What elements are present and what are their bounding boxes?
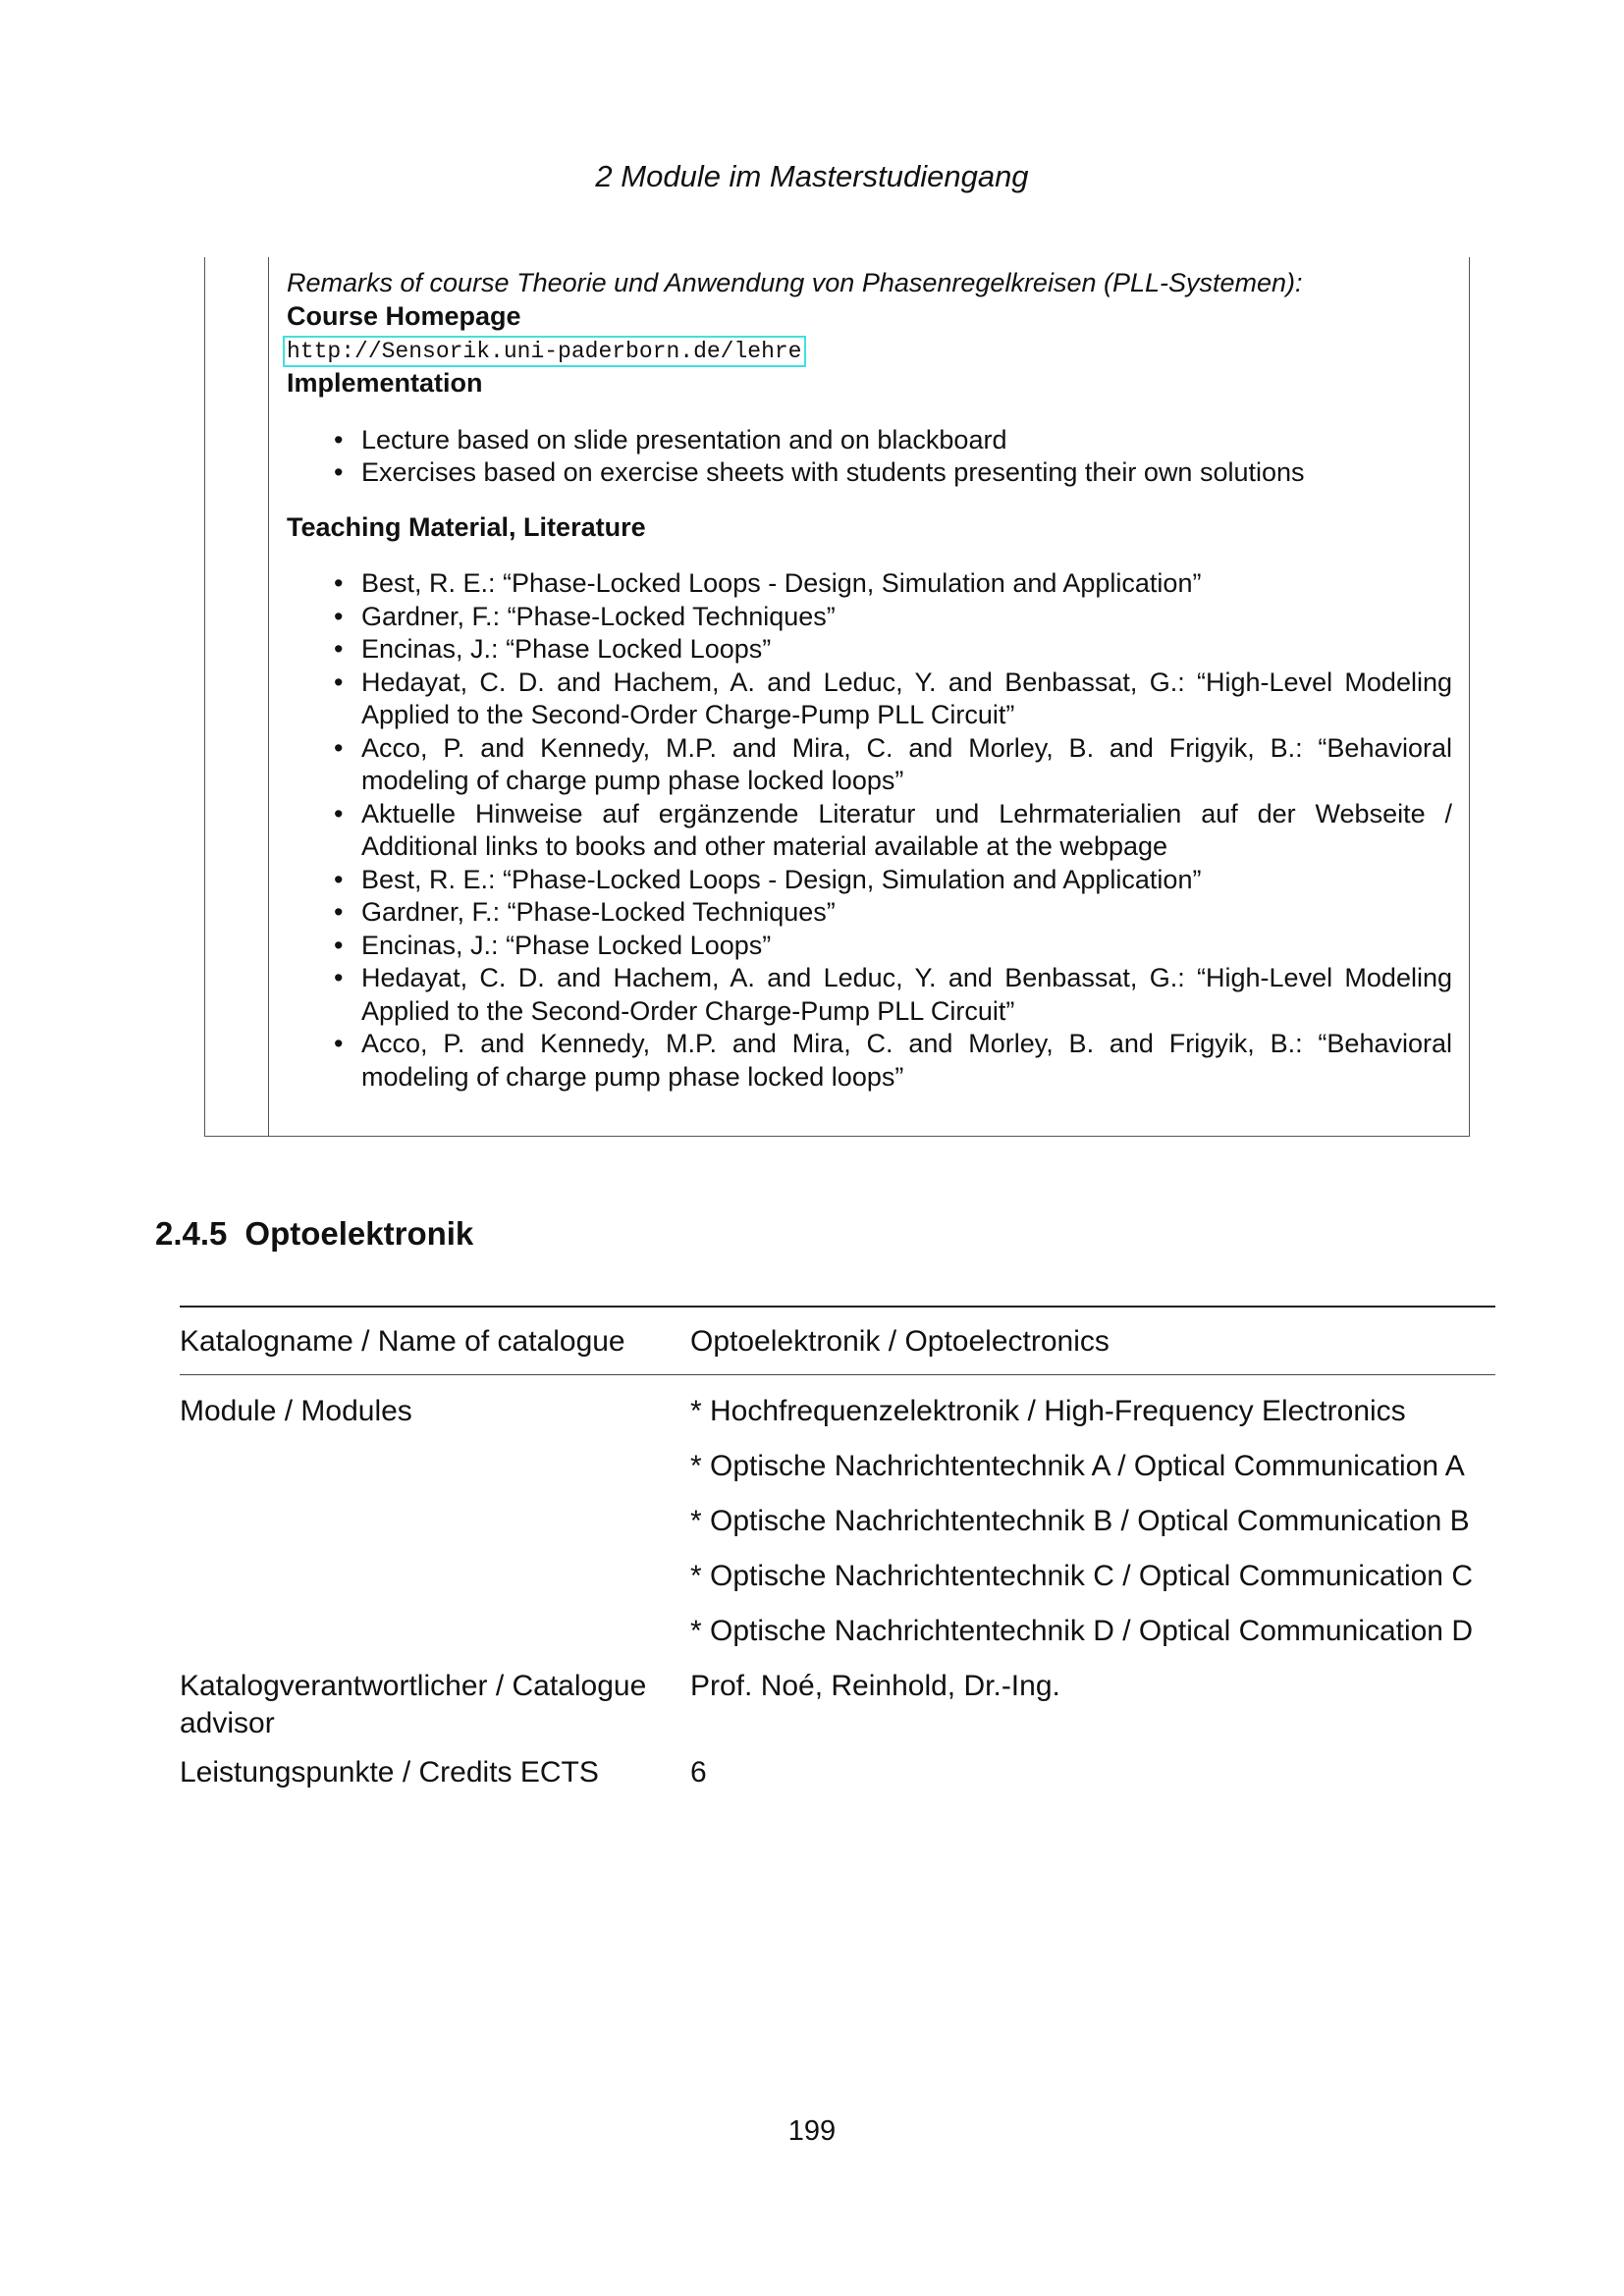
section-number: 2.4.5 [155, 1215, 228, 1252]
module-item: * Hochfrequenzelektronik / High-Frequency Electronics [690, 1395, 1406, 1427]
table-row [180, 1375, 1495, 1668]
running-header: 2 Module im Masterstudiengang [595, 159, 1029, 193]
table-row [180, 1742, 1495, 1791]
catalogue-advisor-label: Katalogverantwortlicher / Catalogue advisor [180, 1670, 647, 1739]
list-item: • Lecture based on slide presentation and on blackboard [361, 424, 1452, 457]
credits-label: Leistungspunkte / Credits ECTS [180, 1756, 599, 1789]
list-item: • Gardner, F.: “Phase-Locked Techniques” [361, 601, 1452, 634]
list-item: • Encinas, J.: “Phase Locked Loops” [361, 633, 1452, 667]
modules-list [690, 1393, 1495, 1668]
table-row [180, 1668, 1495, 1742]
list-item: • Acco, P. and Kennedy, M.P. and Mira, C. and Morley, B. and Frigyik, B.: “Behavioral modeling of charge pump phase locked loops” [361, 1028, 1452, 1094]
list-item: • Acco, P. and Kennedy, M.P. and Mira, C. and Morley, B. and Frigyik, B.: “Behavioral modeling of charge pump phase locked loops” [361, 732, 1452, 798]
section-heading [155, 1214, 473, 1254]
list-item: • Aktuelle Hinweise auf ergänzende Literatur und Lehrmaterialien auf der Webseite / Additional links to books and other material available at the webpage [361, 798, 1452, 864]
module-item: * Optische Nachrichtentechnik B / Optical Communication B [690, 1505, 1470, 1537]
module-item: * Optische Nachrichtentechnik D / Optical Communication D [690, 1615, 1473, 1647]
module-item: * Optische Nachrichtentechnik A / Optical Communication A [690, 1450, 1465, 1482]
remarks-box [204, 257, 1470, 1137]
remarks-content [287, 267, 1452, 1115]
table-row [180, 1308, 1495, 1374]
literature-list [287, 567, 1452, 1094]
list-item: • Hedayat, C. D. and Hachem, A. and Leduc, Y. and Benbassat, G.: “High-Level Modeling Applied to the Second-Order Charge-Pump PLL Circuit” [361, 962, 1452, 1028]
implementation-label: Implementation [287, 368, 483, 398]
list-item: • Hedayat, C. D. and Hachem, A. and Leduc, Y. and Benbassat, G.: “High-Level Modeling Applied to the Second-Order Charge-Pump PLL Circuit” [361, 667, 1452, 732]
remarks-gutter-divider [268, 257, 269, 1136]
implementation-list [287, 424, 1452, 490]
literature-label: Teaching Material, Literature [287, 511, 646, 542]
list-item: • Gardner, F.: “Phase-Locked Techniques” [361, 896, 1452, 930]
course-homepage-label: Course Homepage [287, 300, 521, 331]
section-title: Optoelektronik [244, 1215, 474, 1252]
credits-value: 6 [690, 1756, 707, 1789]
catalogue-advisor-value: Prof. Noé, Reinhold, Dr.-Ing. [690, 1670, 1060, 1702]
list-item: • Best, R. E.: “Phase-Locked Loops - Design, Simulation and Application” [361, 567, 1452, 601]
catalogue-name-value: Optoelektronik / Optoelectronics [690, 1325, 1110, 1358]
course-homepage-link[interactable]: http://Sensorik.uni-paderborn.de/lehre [283, 336, 806, 367]
catalogue-name-label: Katalogname / Name of catalogue [180, 1325, 625, 1358]
catalogue-table [180, 1306, 1495, 1791]
module-item: * Optische Nachrichtentechnik C / Optical Communication C [690, 1560, 1473, 1592]
modules-label: Module / Modules [180, 1395, 412, 1427]
list-item: • Encinas, J.: “Phase Locked Loops” [361, 930, 1452, 963]
page-number: 199 [787, 2115, 837, 2147]
list-item: • Best, R. E.: “Phase-Locked Loops - Design, Simulation and Application” [361, 864, 1452, 897]
list-item: • Exercises based on exercise sheets with students presenting their own solutions [361, 456, 1452, 490]
remarks-title: Remarks of course Theorie und Anwendung von Phasenregelkreisen (PLL-Systemen): [287, 268, 1303, 297]
